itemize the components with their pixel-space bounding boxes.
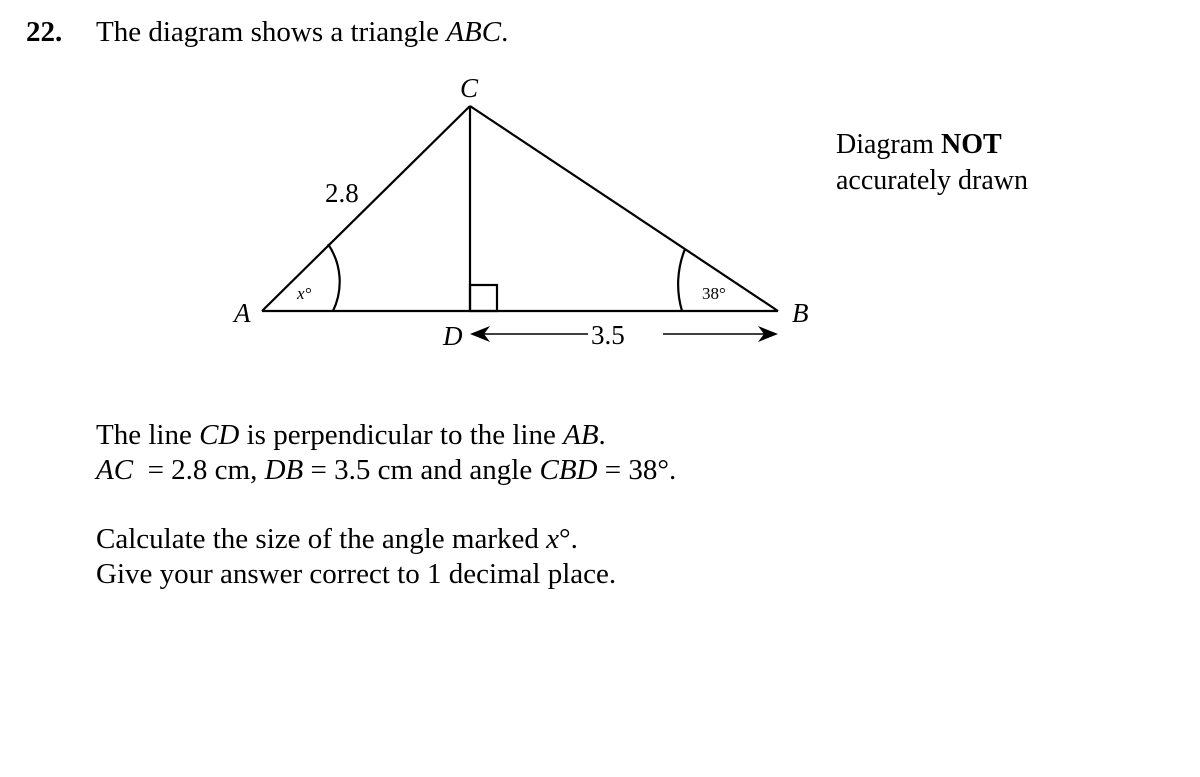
task-x: x	[546, 523, 559, 555]
intro-triangle-name: ABC	[446, 16, 502, 48]
given-db: DB	[264, 454, 304, 486]
label-angle-38: 38°	[702, 284, 726, 303]
given-information	[96, 418, 676, 488]
note-line-2: accurately drawn	[836, 165, 1028, 196]
label-side-ac: 2.8	[325, 178, 359, 208]
right-angle-marker	[470, 285, 497, 311]
label-vertex-c: C	[460, 73, 479, 103]
given-ac: AC	[96, 454, 134, 486]
angle-arc-a	[328, 244, 340, 311]
given-l1-a: The line	[96, 419, 200, 451]
given-cbd: CBD	[539, 454, 598, 486]
intro-text: The diagram shows a triangle	[96, 16, 447, 48]
given-l2-c: = 38°.	[597, 454, 677, 486]
label-segment-db: 3.5	[591, 320, 625, 350]
task-l1-a: Calculate the size of the angle marked	[96, 523, 547, 555]
given-l2-b: = 3.5 cm and angle	[303, 454, 540, 486]
side-ac	[262, 106, 470, 311]
label-foot-d: D	[443, 321, 463, 351]
task-line-2: Give your answer correct to 1 decimal place.	[96, 558, 617, 590]
given-l1-b: is perpendicular to the line	[239, 419, 564, 451]
label-vertex-b: B	[792, 298, 809, 328]
diagram-note	[836, 127, 1028, 199]
label-angle-x: x°	[297, 284, 312, 303]
note-text: Diagram	[836, 129, 941, 160]
task-instructions	[96, 522, 616, 592]
task-l1-b: °.	[558, 523, 578, 555]
given-l2-a: = 2.8 cm,	[133, 454, 265, 486]
angle-arc-b	[678, 249, 685, 311]
intro-end: .	[501, 16, 509, 48]
given-l1-c: .	[598, 419, 606, 451]
question-number: 22.	[26, 16, 63, 48]
side-cb	[470, 106, 778, 311]
given-cd: CD	[199, 419, 240, 451]
note-not: NOT	[940, 129, 1002, 160]
label-vertex-a: A	[234, 298, 251, 328]
given-ab: AB	[563, 419, 599, 451]
